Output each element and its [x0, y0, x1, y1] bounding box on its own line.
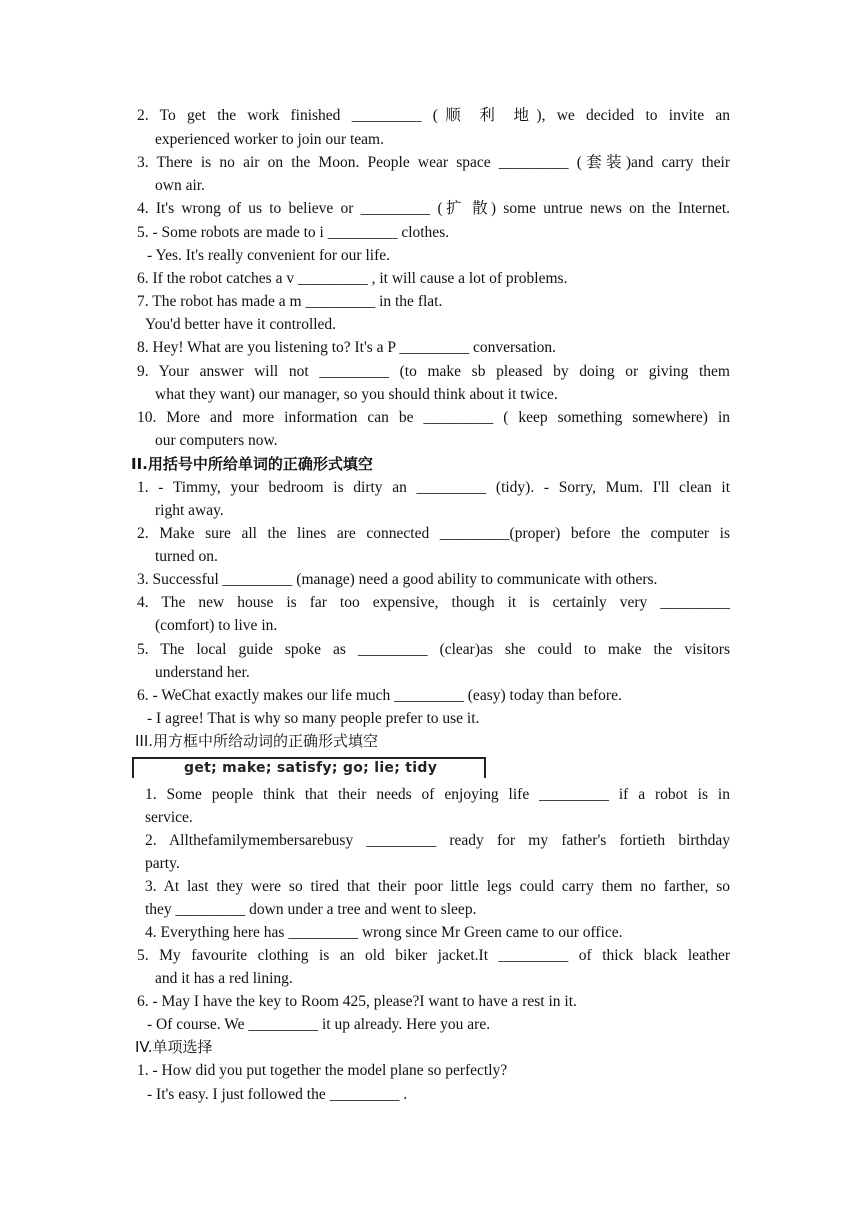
question-line: 2. To get the work finished _________ (顺 利 地), we decided to invite an — [137, 107, 730, 124]
question-line: right away. — [155, 502, 224, 519]
question-line: 1. Some people think that their needs of enjoying life _________ if a robot is in — [145, 786, 730, 803]
section-heading: IV.单项选择 — [135, 1038, 213, 1056]
question-line: party. — [145, 855, 180, 872]
question-line: service. — [145, 809, 193, 826]
question-line: turned on. — [155, 548, 218, 565]
question-line: 4. It's wrong of us to believe or _________ (扩 散) some untrue news on the Internet. — [137, 200, 730, 217]
question-line: 6. - May I have the key to Room 425, please?I want to have a rest in it. — [137, 993, 577, 1010]
question-line: experienced worker to join our team. — [155, 131, 384, 148]
question-line: own air. — [155, 177, 205, 194]
question-line: 9. Your answer will not _________ (to make sb pleased by doing or giving them — [137, 363, 730, 380]
question-line: You'd better have it controlled. — [145, 316, 337, 333]
question-line: 10. More and more information can be _________ ( keep something somewhere) in — [137, 409, 730, 426]
question-line: 3. At last they were so tired that their poor little legs could carry them no farther, so — [145, 878, 730, 895]
question-line: 5. My favourite clothing is an old biker jacket.It _________ of thick black leather — [137, 947, 730, 964]
section-heading: II.用括号中所给单词的正确形式填空 — [131, 455, 373, 473]
question-line: 1. - How did you put together the model plane so perfectly? — [137, 1062, 508, 1079]
question-line: - Yes. It's really convenient for our life. — [147, 247, 390, 264]
question-line: 4. The new house is far too expensive, though it is certainly very _________ — [137, 594, 730, 611]
question-line: - It's easy. I just followed the _________ . — [147, 1086, 408, 1103]
question-line: 2. Allthefamilymembersarebusy _________ ready for my father's fortieth birthday — [145, 832, 730, 849]
question-line: 3. Successful _________ (manage) need a good ability to communicate with others. — [137, 571, 658, 588]
question-line: 6. If the robot catches a v _________ , it will cause a lot of problems. — [137, 270, 568, 287]
question-line: 5. - Some robots are made to i _________ clothes. — [137, 224, 450, 241]
question-line: 8. Hey! What are you listening to? It's a P _________ conversation. — [137, 339, 557, 356]
question-line: 7. The robot has made a m _________ in the flat. — [137, 293, 443, 310]
question-line: 6. - WeChat exactly makes our life much _________ (easy) today than before. — [137, 687, 622, 704]
question-line: our computers now. — [155, 432, 278, 449]
question-line: 4. Everything here has _________ wrong since Mr Green came to our office. — [145, 924, 623, 941]
question-line: understand her. — [155, 664, 250, 681]
question-line: what they want) our manager, so you should think about it twice. — [155, 386, 558, 403]
question-line: 3. There is no air on the Moon. People wear space _________ (套装)and carry their — [137, 154, 730, 171]
question-line: 5. The local guide spoke as _________ (clear)as she could to make the visitors — [137, 641, 730, 658]
question-line: 1. - Timmy, your bedroom is dirty an _________ (tidy). - Sorry, Mum. I'll clean it — [137, 479, 730, 496]
word-box — [132, 757, 486, 778]
question-line: 2. Make sure all the lines are connected _________(proper) before the computer is — [137, 525, 730, 542]
question-line: (comfort) to live in. — [155, 617, 278, 634]
section-heading: III.用方框中所给动词的正确形式填空 — [135, 732, 379, 750]
question-line: - Of course. We _________ it up already. Here you are. — [147, 1016, 491, 1033]
question-line: they _________ down under a tree and went to sleep. — [145, 901, 477, 918]
question-line: - I agree! That is why so many people prefer to use it. — [147, 710, 480, 727]
question-line: and it has a red lining. — [155, 970, 293, 987]
word-box-text: get; make; satisfy; go; lie; tidy — [184, 760, 438, 776]
